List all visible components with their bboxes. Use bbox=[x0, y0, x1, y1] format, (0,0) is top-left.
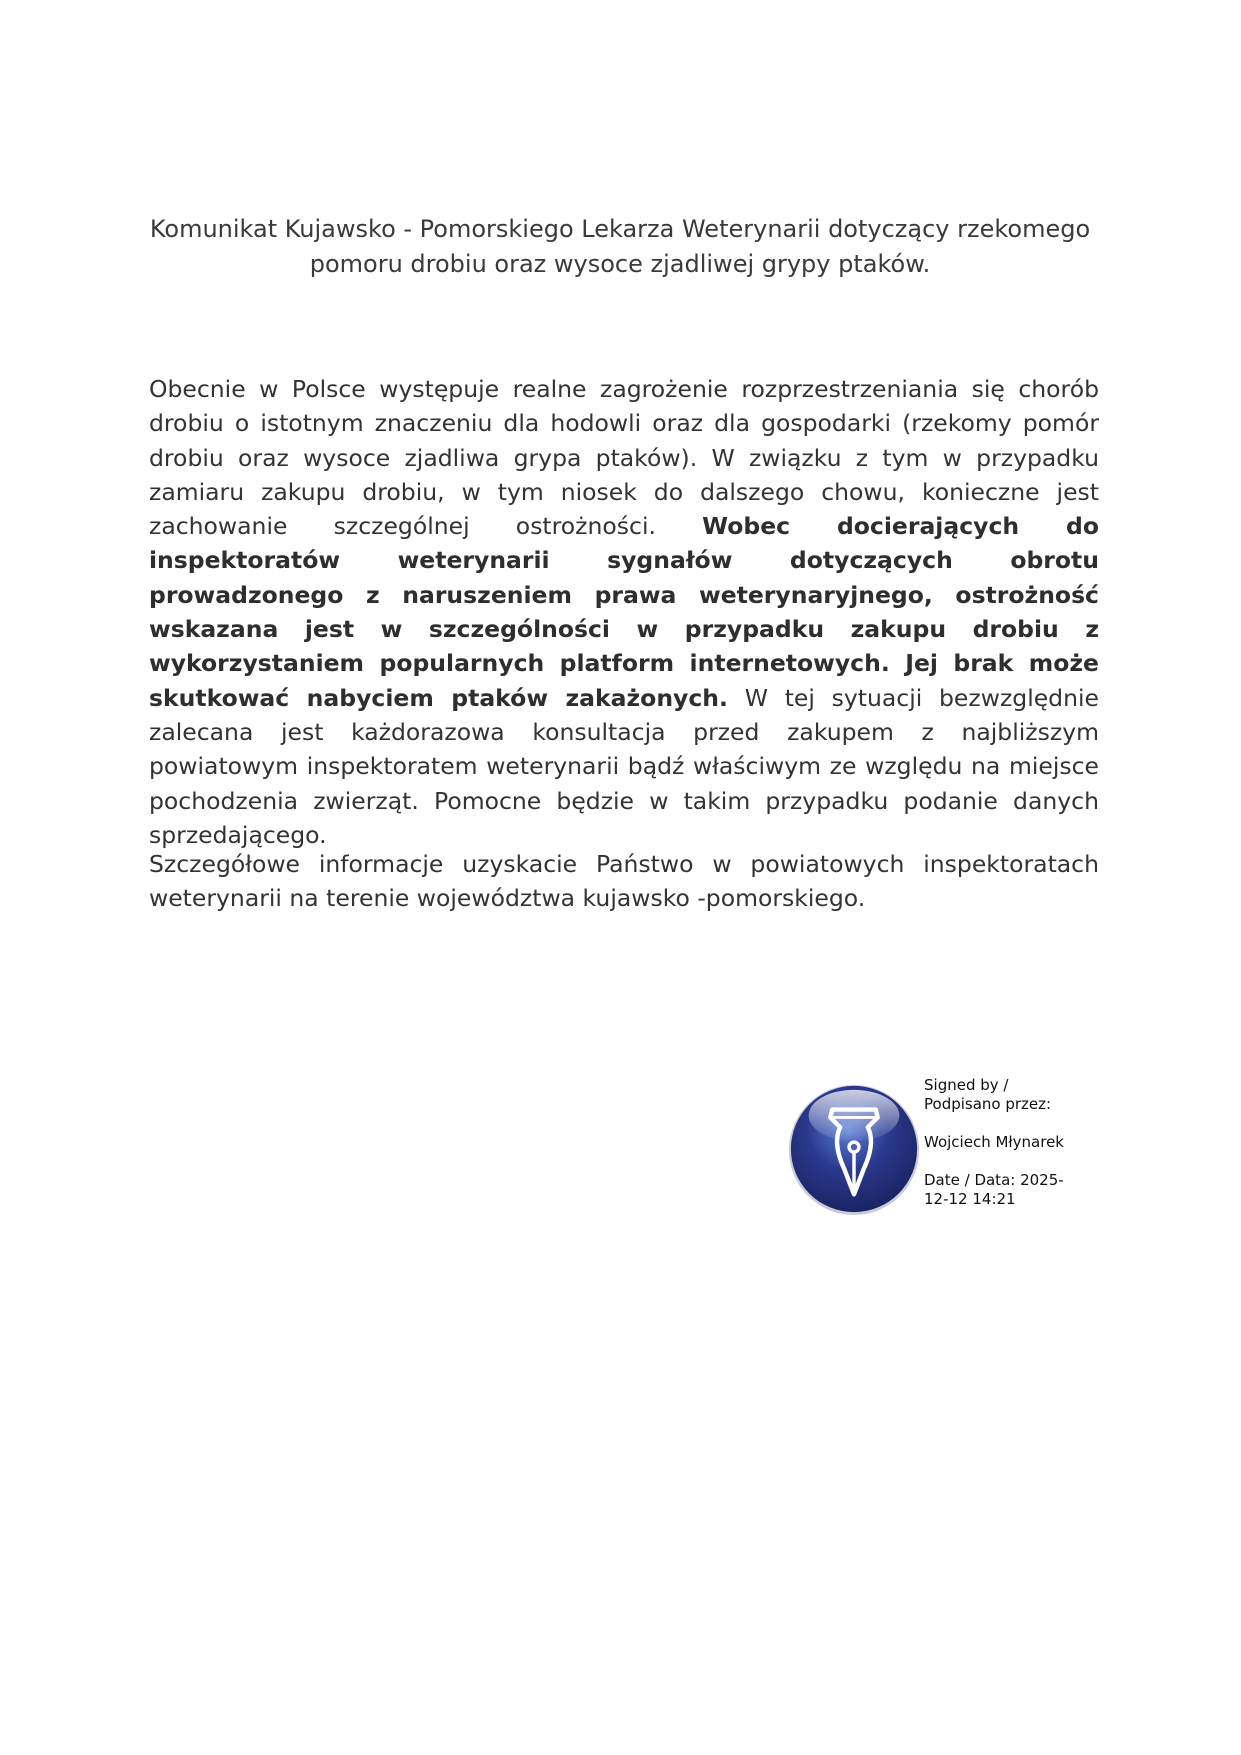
signature-details bbox=[924, 1076, 1084, 1209]
spacer bbox=[924, 1152, 1084, 1171]
paragraph-main-outro: W tej sytuacji bezwzględnie zalecana jest każdorazowa konsultacja przed zakupem z najbliższym powiatowym inspektoratem weterynarii bądź właściwym ze względu na miejsce pochodzenia zwierząt. Pomocne będzie w takim przypadku podanie danych sprzedającego. bbox=[149, 683, 1099, 849]
signature-date-value: 12-12 14:21 bbox=[924, 1190, 1016, 1208]
electronic-signature bbox=[785, 1076, 1085, 1221]
paragraph-main-intro: Obecnie w Polsce występuje realne zagrożenie rozprzestrzeniania się chorób drobiu o istotnym znaczeniu dla hodowli oraz dla gospodarki (rzekomy pomór drobiu oraz wysoce zjadliwa grypa ptaków). W związku z tym w przypadku zamiaru zakupu drobiu, w tym niosek do dalszego chowu, konieczne jest zachowanie szczególnej ostrożności. bbox=[149, 375, 1099, 541]
paragraph-info: Szczegółowe informacje uzyskacie Państwo w powiatowych inspektoratach weterynarii na terenie województwa kujawsko -pomorskiego. bbox=[149, 850, 1099, 913]
spacer bbox=[924, 1114, 1084, 1133]
fountain-pen-nib-icon bbox=[785, 1080, 923, 1218]
paragraph-main-bold: Wobec docierających do inspektoratów weterynarii sygnałów dotyczących obrotu prowadzonego z naruszeniem prawa weterynaryjnego, ostrożność wskazana jest w szczególności w przypadku zakupu drobiu z wykorzystaniem popularnych platform internetowych. Jej brak może skutkować nabyciem ptaków zakażonych. bbox=[149, 512, 1099, 712]
signed-by-label-pl: Podpisano przez: bbox=[924, 1095, 1052, 1113]
signer-name: Wojciech Młynarek bbox=[924, 1133, 1064, 1151]
signed-by-label: Signed by / bbox=[924, 1076, 1009, 1094]
signature-date-label: Date / Data: 2025- bbox=[924, 1171, 1064, 1189]
document-title: Komunikat Kujawsko - Pomorskiego Lekarza Weterynarii dotyczący rzekomego pomoru drobiu oraz wysoce zjadliwej grypy ptaków. bbox=[149, 215, 1091, 278]
paragraph-main bbox=[149, 372, 1099, 852]
